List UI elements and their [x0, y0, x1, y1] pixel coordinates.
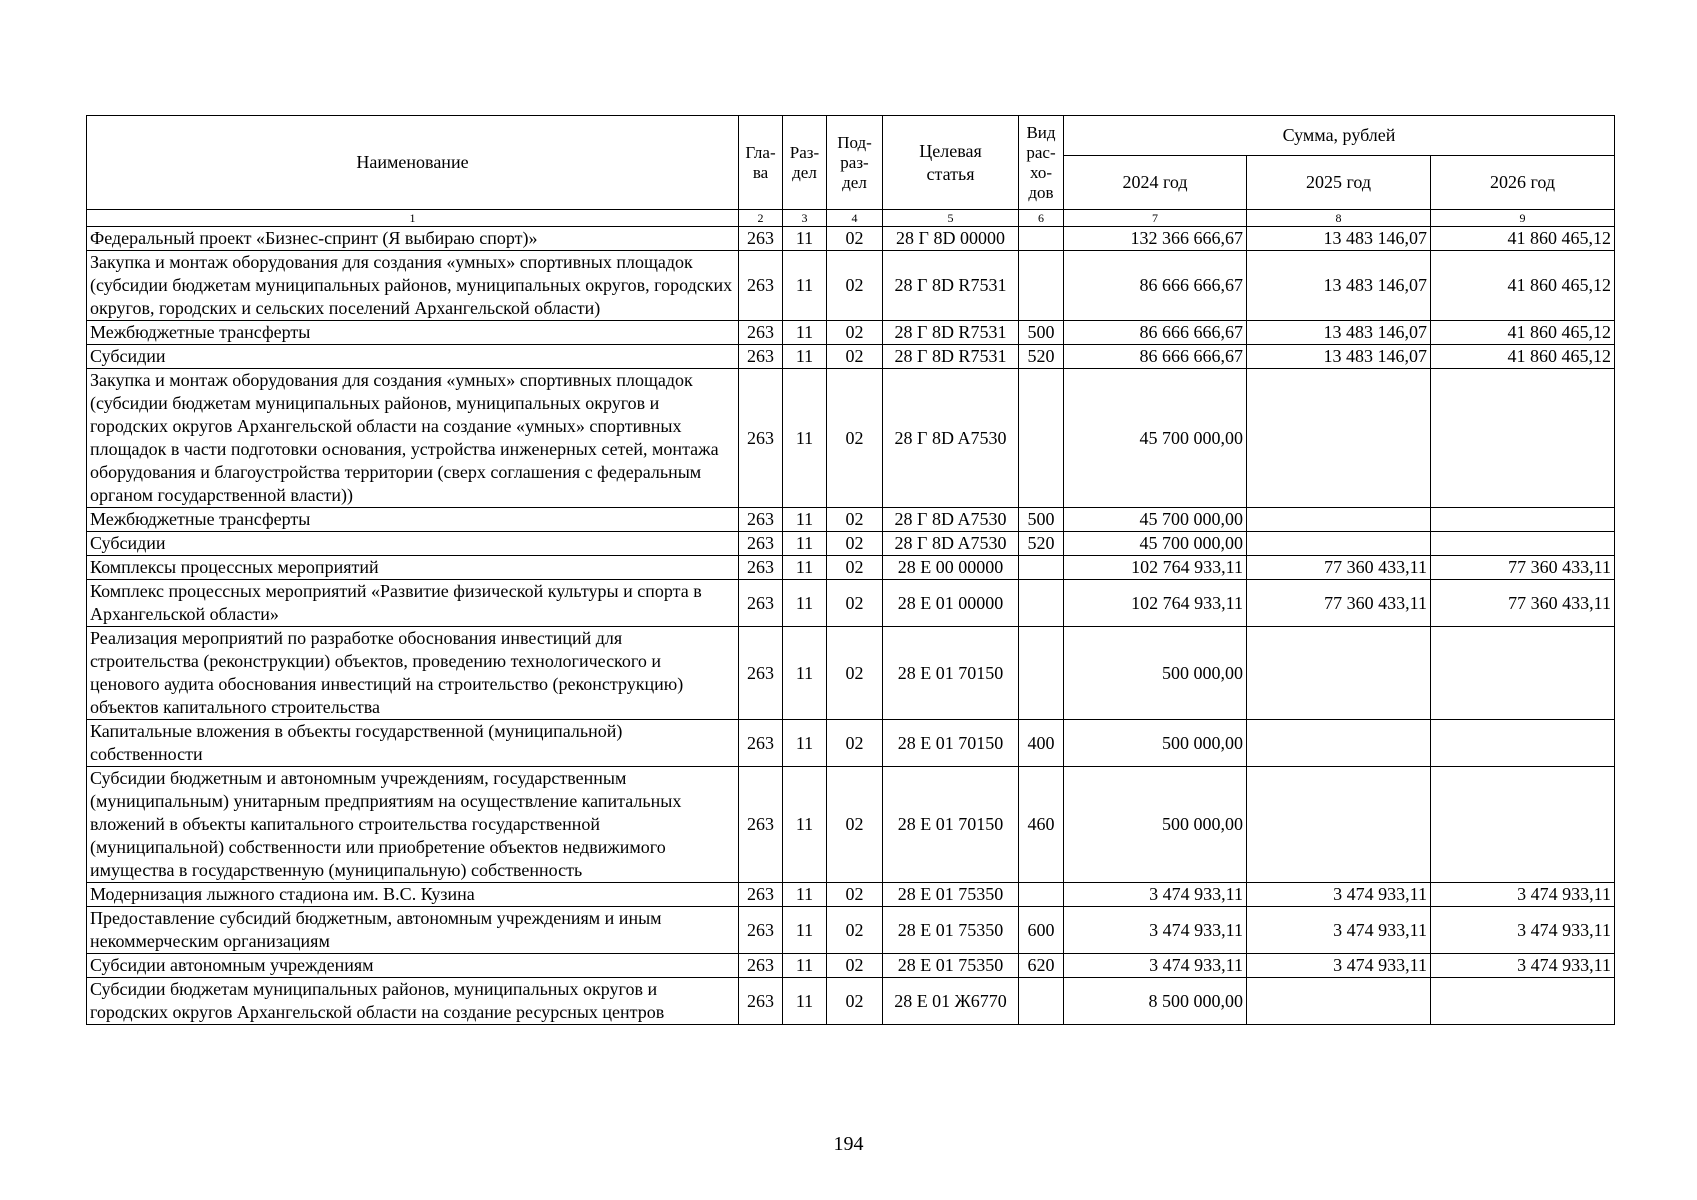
row-glava: 263 [739, 978, 783, 1025]
row-razdel: 11 [783, 345, 827, 369]
row-expense-type: 500 [1019, 508, 1064, 532]
row-expense-type [1019, 556, 1064, 580]
row-podrazdel: 02 [827, 907, 883, 954]
row-expense-type: 520 [1019, 345, 1064, 369]
row-razdel: 11 [783, 627, 827, 720]
row-sum-2025 [1247, 532, 1431, 556]
row-target-article: 28 Е 01 75350 [883, 883, 1019, 907]
row-target-article: 28 Е 01 70150 [883, 627, 1019, 720]
row-target-article: 28 Г 8D A7530 [883, 508, 1019, 532]
column-number: 1 [87, 210, 739, 227]
row-sum-2024: 45 700 000,00 [1064, 532, 1247, 556]
column-number: 5 [883, 210, 1019, 227]
row-name: Предоставление субсидий бюджетным, автономным учреждениям и иным некоммерческим организациям [87, 907, 739, 954]
row-expense-type: 520 [1019, 532, 1064, 556]
row-razdel: 11 [783, 227, 827, 251]
row-podrazdel: 02 [827, 321, 883, 345]
row-target-article: 28 Г 8D R7531 [883, 251, 1019, 321]
table-body [87, 227, 1615, 1025]
row-expense-type [1019, 369, 1064, 508]
table-row [87, 556, 1615, 580]
header-year-2026: 2026 год [1431, 156, 1615, 210]
column-number: 4 [827, 210, 883, 227]
row-sum-2026 [1431, 532, 1615, 556]
row-sum-2026 [1431, 508, 1615, 532]
row-sum-2025 [1247, 720, 1431, 767]
row-expense-type [1019, 251, 1064, 321]
row-target-article: 28 Г 8D R7531 [883, 345, 1019, 369]
row-expense-type [1019, 227, 1064, 251]
row-glava: 263 [739, 227, 783, 251]
row-razdel: 11 [783, 767, 827, 883]
row-name: Закупка и монтаж оборудования для создания «умных» спортивных площадок (субсидии бюджетам муниципальных районов, муниципальных округов и городских округов Архангельской области на создание «умных» спортивных площадок в части подготовки основания, устройства инженерных сетей, монтажа оборудования и благоустройства территории (сверх соглашения с федеральным органом государственной власти)) [87, 369, 739, 508]
row-razdel: 11 [783, 556, 827, 580]
table-row [87, 369, 1615, 508]
column-number: 8 [1247, 210, 1431, 227]
header-name: Наименование [87, 116, 739, 210]
row-sum-2024: 500 000,00 [1064, 720, 1247, 767]
row-sum-2024: 86 666 666,67 [1064, 251, 1247, 321]
row-target-article: 28 Е 01 70150 [883, 767, 1019, 883]
row-expense-type: 460 [1019, 767, 1064, 883]
row-expense-type: 620 [1019, 954, 1064, 978]
row-glava: 263 [739, 627, 783, 720]
header-target: Целевая статья [883, 116, 1019, 210]
table-row [87, 907, 1615, 954]
row-sum-2024: 102 764 933,11 [1064, 580, 1247, 627]
row-razdel: 11 [783, 532, 827, 556]
row-target-article: 28 Е 00 00000 [883, 556, 1019, 580]
row-podrazdel: 02 [827, 508, 883, 532]
row-glava: 263 [739, 532, 783, 556]
header-podrazdel: Под- раз- дел [827, 116, 883, 210]
row-sum-2025 [1247, 627, 1431, 720]
row-podrazdel: 02 [827, 580, 883, 627]
header-year-2024: 2024 год [1064, 156, 1247, 210]
row-sum-2026 [1431, 627, 1615, 720]
row-podrazdel: 02 [827, 767, 883, 883]
row-sum-2026: 41 860 465,12 [1431, 227, 1615, 251]
row-name: Субсидии [87, 532, 739, 556]
row-target-article: 28 Г 8D 00000 [883, 227, 1019, 251]
row-sum-2026: 41 860 465,12 [1431, 251, 1615, 321]
row-sum-2026: 3 474 933,11 [1431, 907, 1615, 954]
header-razdel: Раз- дел [783, 116, 827, 210]
row-sum-2024: 45 700 000,00 [1064, 369, 1247, 508]
row-name: Комплекс процессных мероприятий «Развитие физической культуры и спорта в Архангельской области» [87, 580, 739, 627]
row-razdel: 11 [783, 954, 827, 978]
row-razdel: 11 [783, 508, 827, 532]
row-glava: 263 [739, 954, 783, 978]
row-sum-2024: 500 000,00 [1064, 767, 1247, 883]
row-podrazdel: 02 [827, 627, 883, 720]
page-number: 194 [833, 1133, 864, 1155]
row-podrazdel: 02 [827, 251, 883, 321]
table-header [87, 116, 1615, 227]
column-number: 2 [739, 210, 783, 227]
header-year-2025: 2025 год [1247, 156, 1431, 210]
row-target-article: 28 Г 8D R7531 [883, 321, 1019, 345]
table-row [87, 227, 1615, 251]
row-expense-type: 500 [1019, 321, 1064, 345]
budget-table [86, 115, 1615, 1025]
row-glava: 263 [739, 580, 783, 627]
row-expense-type [1019, 883, 1064, 907]
row-sum-2024: 3 474 933,11 [1064, 883, 1247, 907]
column-number: 7 [1064, 210, 1247, 227]
row-name: Модернизация лыжного стадиона им. В.С. Кузина [87, 883, 739, 907]
row-glava: 263 [739, 907, 783, 954]
row-name: Субсидии [87, 345, 739, 369]
row-sum-2026: 3 474 933,11 [1431, 883, 1615, 907]
header-glava: Гла- ва [739, 116, 783, 210]
row-target-article: 28 Г 8D A7530 [883, 369, 1019, 508]
table-row [87, 720, 1615, 767]
row-name: Федеральный проект «Бизнес-спринт (Я выбираю спорт)» [87, 227, 739, 251]
row-target-article: 28 Е 01 00000 [883, 580, 1019, 627]
row-expense-type [1019, 580, 1064, 627]
row-sum-2026 [1431, 369, 1615, 508]
column-number-row [87, 210, 1615, 227]
row-podrazdel: 02 [827, 227, 883, 251]
row-podrazdel: 02 [827, 978, 883, 1025]
row-sum-2025: 13 483 146,07 [1247, 321, 1431, 345]
row-sum-2025: 13 483 146,07 [1247, 345, 1431, 369]
row-sum-2025 [1247, 508, 1431, 532]
row-sum-2026: 77 360 433,11 [1431, 556, 1615, 580]
row-sum-2024: 132 366 666,67 [1064, 227, 1247, 251]
table-row [87, 627, 1615, 720]
row-sum-2025: 3 474 933,11 [1247, 907, 1431, 954]
row-razdel: 11 [783, 369, 827, 508]
row-glava: 263 [739, 321, 783, 345]
row-glava: 263 [739, 556, 783, 580]
row-glava: 263 [739, 767, 783, 883]
table-row [87, 251, 1615, 321]
row-podrazdel: 02 [827, 532, 883, 556]
table-row [87, 321, 1615, 345]
row-target-article: 28 Е 01 75350 [883, 954, 1019, 978]
row-sum-2024: 3 474 933,11 [1064, 907, 1247, 954]
row-target-article: 28 Г 8D A7530 [883, 532, 1019, 556]
table-row [87, 954, 1615, 978]
row-sum-2024: 45 700 000,00 [1064, 508, 1247, 532]
table-row [87, 767, 1615, 883]
table-row [87, 978, 1615, 1025]
row-sum-2025: 13 483 146,07 [1247, 227, 1431, 251]
header-sum: Сумма, рублей [1064, 116, 1615, 156]
row-sum-2026 [1431, 767, 1615, 883]
row-glava: 263 [739, 345, 783, 369]
row-expense-type: 400 [1019, 720, 1064, 767]
row-razdel: 11 [783, 580, 827, 627]
row-razdel: 11 [783, 720, 827, 767]
row-sum-2024: 86 666 666,67 [1064, 321, 1247, 345]
row-podrazdel: 02 [827, 369, 883, 508]
row-name: Межбюджетные трансферты [87, 508, 739, 532]
row-glava: 263 [739, 883, 783, 907]
row-sum-2025 [1247, 767, 1431, 883]
row-razdel: 11 [783, 907, 827, 954]
row-razdel: 11 [783, 978, 827, 1025]
row-expense-type [1019, 627, 1064, 720]
row-sum-2024: 3 474 933,11 [1064, 954, 1247, 978]
row-glava: 263 [739, 369, 783, 508]
row-podrazdel: 02 [827, 954, 883, 978]
row-sum-2025: 77 360 433,11 [1247, 580, 1431, 627]
row-razdel: 11 [783, 251, 827, 321]
row-glava: 263 [739, 508, 783, 532]
row-sum-2024: 86 666 666,67 [1064, 345, 1247, 369]
row-sum-2024: 500 000,00 [1064, 627, 1247, 720]
row-sum-2025 [1247, 978, 1431, 1025]
row-razdel: 11 [783, 321, 827, 345]
row-expense-type: 600 [1019, 907, 1064, 954]
row-sum-2026: 77 360 433,11 [1431, 580, 1615, 627]
row-name: Капитальные вложения в объекты государственной (муниципальной) собственности [87, 720, 739, 767]
row-razdel: 11 [783, 883, 827, 907]
row-sum-2026: 3 474 933,11 [1431, 954, 1615, 978]
column-number: 3 [783, 210, 827, 227]
column-number: 9 [1431, 210, 1615, 227]
row-target-article: 28 Е 01 Ж6770 [883, 978, 1019, 1025]
row-glava: 263 [739, 720, 783, 767]
row-name: Комплексы процессных мероприятий [87, 556, 739, 580]
row-sum-2026 [1431, 720, 1615, 767]
row-sum-2024: 8 500 000,00 [1064, 978, 1247, 1025]
row-podrazdel: 02 [827, 345, 883, 369]
row-sum-2025: 77 360 433,11 [1247, 556, 1431, 580]
table-row [87, 580, 1615, 627]
row-podrazdel: 02 [827, 556, 883, 580]
row-name: Субсидии автономным учреждениям [87, 954, 739, 978]
row-name: Межбюджетные трансферты [87, 321, 739, 345]
row-podrazdel: 02 [827, 720, 883, 767]
header-vid: Вид рас- хо- дов [1019, 116, 1064, 210]
row-expense-type [1019, 978, 1064, 1025]
row-name: Субсидии бюджетным и автономным учреждениям, государственным (муниципальным) унитарным предприятиям на осуществление капитальных вложений в объекты капитального строительства государственной (муниципальной) собственности или приобретение объектов недвижимого имущества в государственную (муниципальную) собственность [87, 767, 739, 883]
row-name: Субсидии бюджетам муниципальных районов, муниципальных округов и городских округов Архангельской области на создание ресурсных центров [87, 978, 739, 1025]
row-podrazdel: 02 [827, 883, 883, 907]
row-target-article: 28 Е 01 70150 [883, 720, 1019, 767]
row-sum-2025: 3 474 933,11 [1247, 954, 1431, 978]
row-sum-2026 [1431, 978, 1615, 1025]
row-sum-2024: 102 764 933,11 [1064, 556, 1247, 580]
table-row [87, 532, 1615, 556]
column-number: 6 [1019, 210, 1064, 227]
row-sum-2026: 41 860 465,12 [1431, 321, 1615, 345]
row-target-article: 28 Е 01 75350 [883, 907, 1019, 954]
table-row [87, 883, 1615, 907]
row-name: Реализация мероприятий по разработке обоснования инвестиций для строительства (реконструкции) объектов, проведению технологического и ценового аудита обоснования инвестиций на строительство (реконструкцию) объектов капитального строительства [87, 627, 739, 720]
row-sum-2025: 13 483 146,07 [1247, 251, 1431, 321]
row-sum-2026: 41 860 465,12 [1431, 345, 1615, 369]
row-sum-2025: 3 474 933,11 [1247, 883, 1431, 907]
row-sum-2025 [1247, 369, 1431, 508]
row-name: Закупка и монтаж оборудования для создания «умных» спортивных площадок (субсидии бюджетам муниципальных районов, муниципальных округов, городских округов, городских и сельских поселений Архангельской области) [87, 251, 739, 321]
table-row [87, 508, 1615, 532]
table-row [87, 345, 1615, 369]
row-glava: 263 [739, 251, 783, 321]
